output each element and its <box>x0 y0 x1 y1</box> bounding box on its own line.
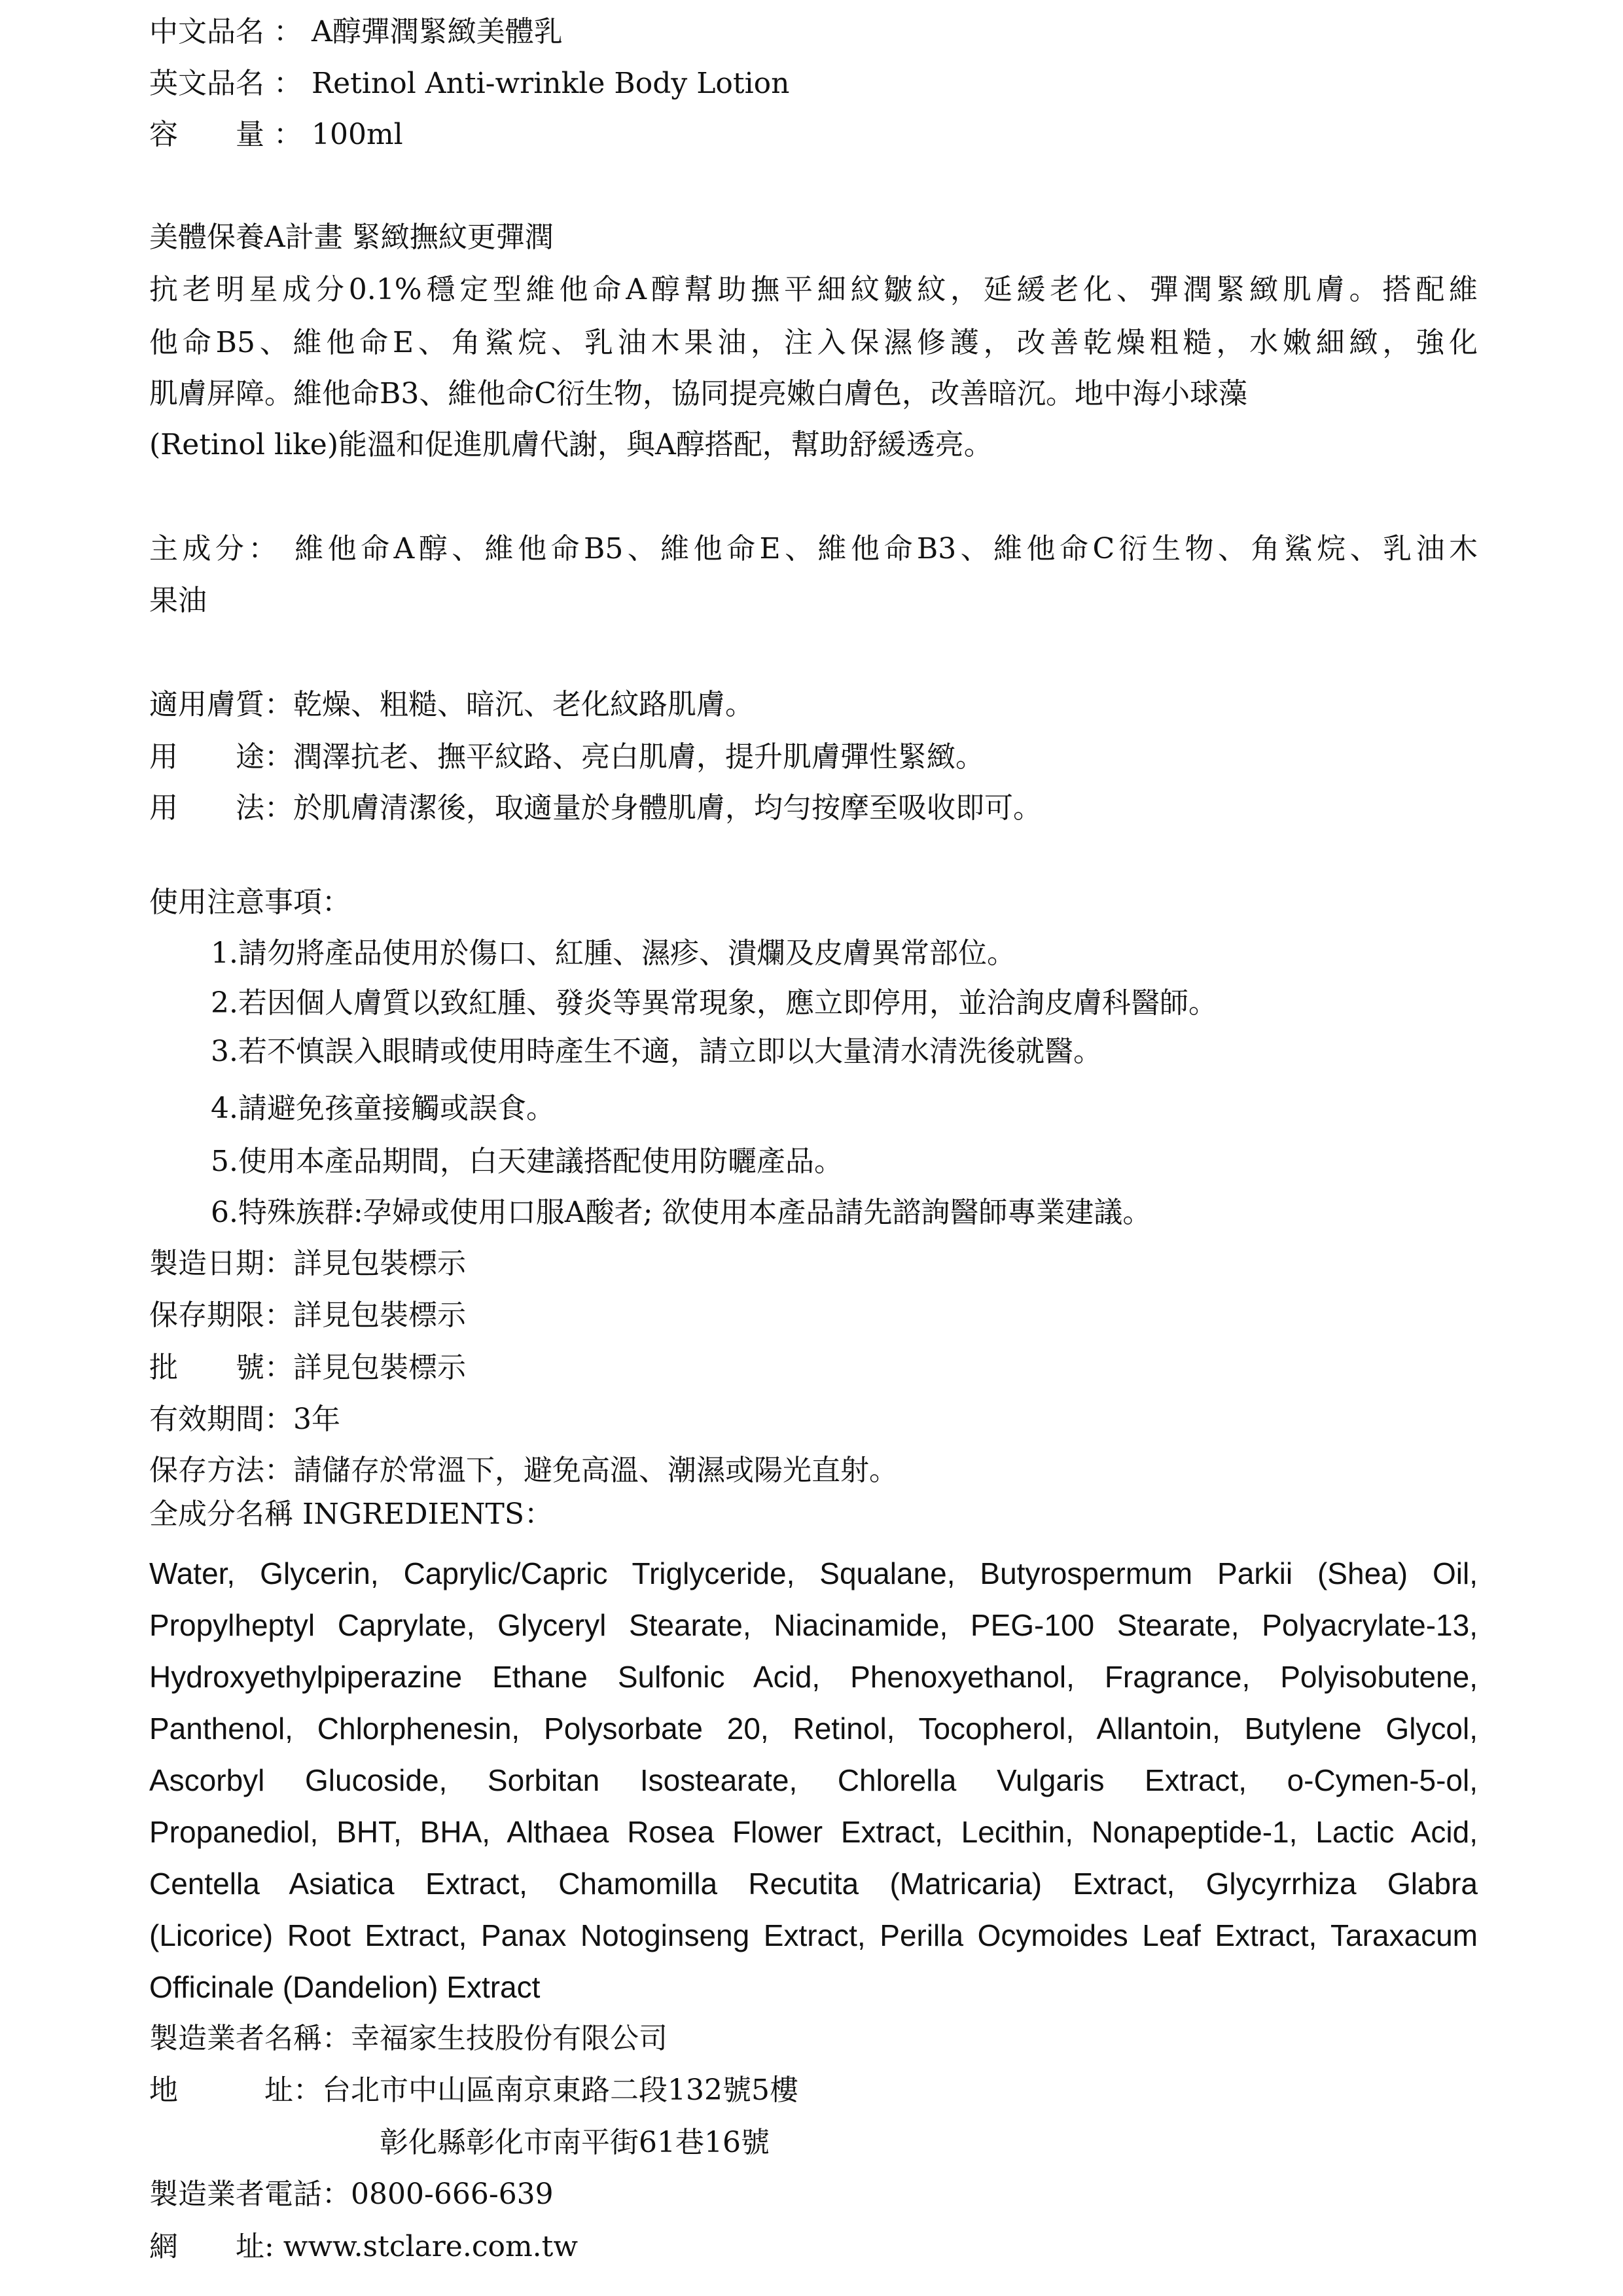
ingredients-line: (Licorice) Root Extract, Panax Notoginseng Extract, Perilla Ocymoides Leaf Extract, Taraxacum <box>149 1918 1478 1952</box>
intro-headline: 美體保養A計畫 緊緻撫紋更彈潤 <box>149 221 554 254</box>
manufacturer-address-2: 彰化縣彰化市南平街61巷16號 <box>380 2126 770 2159</box>
ingredients-line: Hydroxyethylpiperazine Ethane Sulfonic Acid, Phenoxyethanol, Fragrance, Polyisobutene, <box>149 1660 1478 1694</box>
manufacture-date: 製造日期：詳見包裝標示 <box>149 1247 466 1280</box>
storage-method: 保存方法：請儲存於常溫下，避免高溫、潮濕或陽光直射。 <box>149 1454 898 1487</box>
ingredients-line: Panthenol, Chlorphenesin, Polysorbate 20, Retinol, Tocopherol, Allantoin, Butylene Glycol, <box>149 1712 1478 1746</box>
caution-item: 1.請勿將產品使用於傷口、紅腫、濕疹、潰爛及皮膚異常部位。 <box>211 937 1016 970</box>
ingredients-line: Ascorbyl Glucoside, Sorbitan Isostearate, Chlorella Vulgaris Extract, o-Cymen-5-ol, <box>149 1763 1478 1797</box>
manufacturer-address: 地 址：台北市中山區南京東路二段132號5樓 <box>149 2073 798 2107</box>
ingredients-line: Officinale (Dandelion) Extract <box>149 1970 541 2004</box>
caution-item: 5.使用本產品期間，白天建議搭配使用防曬產品。 <box>211 1145 843 1178</box>
website: 網 址: www.stclare.com.tw <box>149 2230 579 2263</box>
intro-line: 肌膚屏障。維他命B3、維他命C衍生物，協同提亮嫩白膚色，改善暗沉。地中海小球藻 <box>149 377 1247 410</box>
validity-period: 有效期間：3年 <box>149 1403 340 1436</box>
volume: 容 量 ： 100ml <box>149 118 403 151</box>
usage-method: 用 法：於肌膚清潔後，取適量於身體肌膚，均勻按摩至吸收即可。 <box>149 791 1042 825</box>
chinese-product-name: 中文品名 ： A醇彈潤緊緻美體乳 <box>149 15 563 48</box>
ingredients-line: Propanediol, BHT, BHA, Althaea Rosea Flower Extract, Lecithin, Nonapeptide-1, Lactic Acid, <box>149 1815 1478 1849</box>
main-ingredients-line: 果油 <box>149 584 207 617</box>
caution-item: 6.特殊族群:孕婦或使用口服A酸者; 欲使用本產品請先諮詢醫師專業建議。 <box>211 1196 1152 1229</box>
skin-type: 適用膚質：乾燥、粗糙、暗沉、老化紋路肌膚。 <box>149 688 754 721</box>
caution-item: 3.若不慎誤入眼睛或使用時產生不適，請立即以大量清水清洗後就醫。 <box>211 1035 1102 1068</box>
intro-line: 抗老明星成分0.1%穩定型維他命A醇幫助撫平細紋皺紋，延緩老化、彈潤緊緻肌膚。搭配維 <box>149 273 1478 306</box>
cautions-title: 使用注意事項： <box>149 886 351 919</box>
manufacturer-phone: 製造業者電話：0800-666-639 <box>149 2178 554 2211</box>
ingredients-title: 全成分名稱 INGREDIENTS： <box>149 1498 554 1531</box>
ingredients-line: Propylheptyl Caprylate, Glyceryl Stearate, Niacinamide, PEG-100 Stearate, Polyacrylate-13, <box>149 1608 1478 1642</box>
intro-line: 他命B5、維他命E、角鯊烷、乳油木果油，注入保濕修護，改善乾燥粗糙，水嫩細緻，強化 <box>149 326 1478 359</box>
caution-item: 4.請避免孩童接觸或誤食。 <box>211 1092 555 1125</box>
batch-number: 批 號：詳見包裝標示 <box>149 1351 466 1384</box>
english-product-name: 英文品名 ： Retinol Anti-wrinkle Body Lotion <box>149 67 790 100</box>
shelf-limit: 保存期限：詳見包裝標示 <box>149 1299 466 1332</box>
purpose: 用 途：潤澤抗老、撫平紋路、亮白肌膚，提升肌膚彈性緊緻。 <box>149 740 984 774</box>
main-ingredients-line: 主成分： 維他命A醇、維他命B5、維他命E、維他命B3、維他命C衍生物、角鯊烷、乳油木 <box>149 532 1478 565</box>
ingredients-line: Centella Asiatica Extract, Chamomilla Recutita (Matricaria) Extract, Glycyrrhiza Glabra <box>149 1867 1478 1901</box>
intro-line: (Retinol like)能溫和促進肌膚代謝，與A醇搭配，幫助舒緩透亮。 <box>149 428 993 461</box>
ingredients-line: Water, Glycerin, Caprylic/Capric Triglyceride, Squalane, Butyrospermum Parkii (Shea) Oil, <box>149 1556 1478 1590</box>
caution-item: 2.若因個人膚質以致紅腫、發炎等異常現象，應立即停用，並洽詢皮膚科醫師。 <box>211 986 1217 1020</box>
manufacturer-name: 製造業者名稱：幸福家生技股份有限公司 <box>149 2022 668 2055</box>
